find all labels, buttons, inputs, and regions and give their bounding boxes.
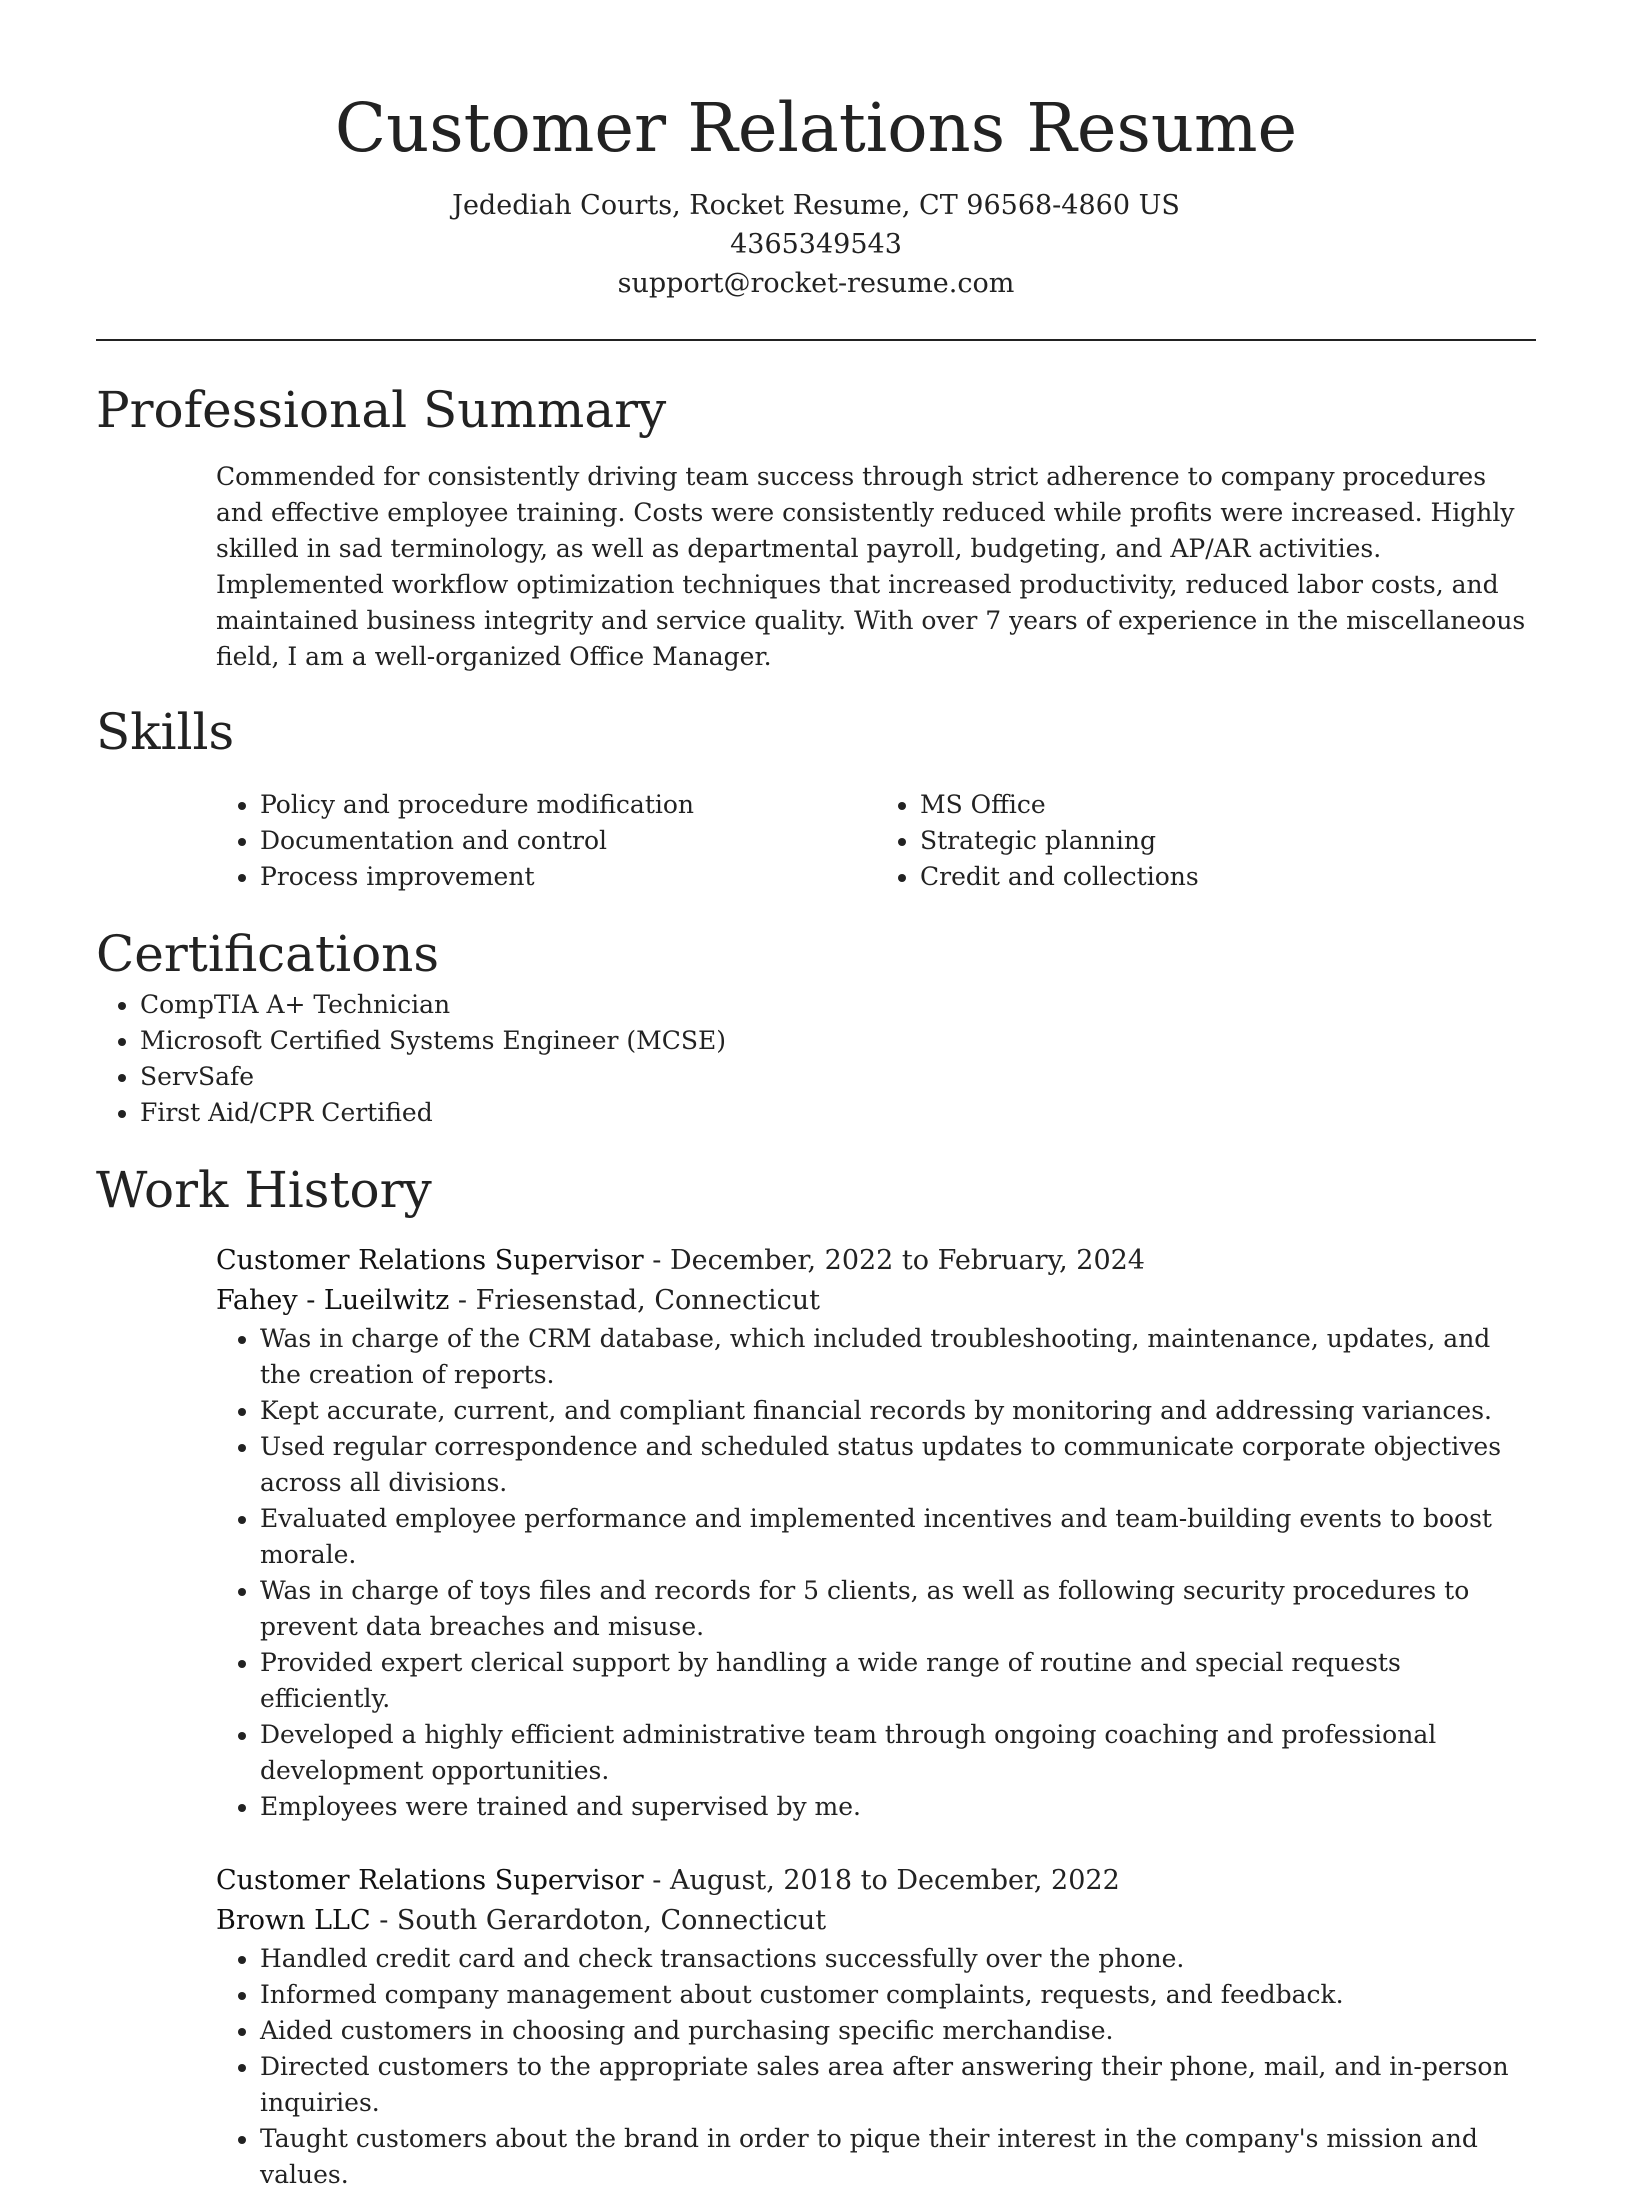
job-duty-item: • Kept accurate, current, and compliant financial records by monitoring and addressing variances. [260,1393,1536,1429]
work-history-heading: Work History [96,1161,432,1219]
job-company: Fahey - Lueilwitz [216,1285,450,1316]
skill-item: • Policy and procedure modification [260,787,876,823]
job-duty-item: • Taught customers about the brand in order to pique their interest in the company's mission and values. [260,2121,1536,2193]
skills-list-left [216,787,876,895]
work-history-section [96,1157,1536,2193]
header-divider [96,339,1536,341]
skills-grid [216,787,1536,895]
job-entry [216,1241,1536,1825]
job-duty-item: • Provided expert clerical support by handling a wide range of routine and special requests efficiently. [260,1645,1536,1717]
summary-heading: Professional Summary [96,381,667,439]
job-duties-list [216,1941,1536,2193]
skill-item: • MS Office [920,787,1536,823]
job-title-line [216,1861,1536,1901]
resume-title: Customer Relations Resume [334,89,1298,167]
job-title-line [216,1241,1536,1281]
job-company-line [216,1281,1536,1321]
job-duty-item: • Used regular correspondence and scheduled status updates to communicate corporate objectives across all divisions. [260,1429,1536,1501]
job-duty-item: • Was in charge of the CRM database, which included troubleshooting, maintenance, updates, and the creation of reports. [260,1321,1536,1393]
resume-header [96,0,1536,303]
certifications-list [96,987,1536,1131]
skill-item: • Documentation and control [260,823,876,859]
contact-address: Jedediah Courts, Rocket Resume, CT 96568-4860 US [452,190,1180,221]
job-entry [216,1861,1536,2193]
job-duty-item: • Aided customers in choosing and purchasing specific merchandise. [260,2013,1536,2049]
job-title: Customer Relations Supervisor [216,1865,644,1896]
job-company: Brown LLC [216,1905,371,1936]
summary-section [96,377,1536,675]
contact-phone: 4365349543 [730,229,902,260]
certification-item: • Microsoft Certified Systems Engineer (MCSE) [140,1023,1536,1059]
resume-page [96,0,1536,2193]
job-location: - Friesenstad, Connecticut [449,1285,820,1316]
contact-email: support@rocket-resume.com [617,268,1015,299]
job-duty-item: • Directed customers to the appropriate sales area after answering their phone, mail, and in-person inquiries. [260,2049,1536,2121]
job-dates: - December, 2022 to February, 2024 [643,1245,1145,1276]
skill-item: • Process improvement [260,859,876,895]
certifications-section [96,921,1536,1131]
job-duty-item: • Was in charge of toys files and records for 5 clients, as well as following security procedures to prevent data breaches and misuse. [260,1573,1536,1645]
job-duty-item: • Developed a highly efficient administrative team through ongoing coaching and professional development opportunities. [260,1717,1536,1789]
certifications-heading: Certifications [96,925,440,983]
job-duty-item: • Employees were trained and supervised by me. [260,1789,1536,1825]
job-company-line [216,1901,1536,1941]
skills-list-right [876,787,1536,895]
job-dates: - August, 2018 to December, 2022 [643,1865,1120,1896]
skills-section [96,699,1536,895]
job-location: - South Gerardoton, Connecticut [370,1905,827,1936]
skill-item: • Credit and collections [920,859,1536,895]
contact-block [96,186,1536,303]
certification-item: • ServSafe [140,1059,1536,1095]
certification-item: • First Aid/CPR Certified [140,1095,1536,1131]
job-duty-item: • Informed company management about customer complaints, requests, and feedback. [260,1977,1536,2013]
job-title: Customer Relations Supervisor [216,1245,644,1276]
job-duties-list [216,1321,1536,1825]
skill-item: • Strategic planning [920,823,1536,859]
certification-item: • CompTIA A+ Technician [140,987,1536,1023]
skills-heading: Skills [96,703,235,761]
summary-text: Commended for consistently driving team success through strict adherence to company procedures and effective employee training. Costs were consistently reduced while profits were increased. Highly skilled in sad terminology, as well as departmental payroll, budgeting, and AP/AR activities. Implemented workflow optimization techniques that increased productivity, reduced labor costs, and maintained business integrity and service quality. With over 7 years of experience in the miscellaneous field, I am a well-organized Office Manager. [216,462,1526,671]
job-duty-item: • Evaluated employee performance and implemented incentives and team-building events to boost morale. [260,1501,1536,1573]
job-duty-item: • Handled credit card and check transactions successfully over the phone. [260,1941,1536,1977]
